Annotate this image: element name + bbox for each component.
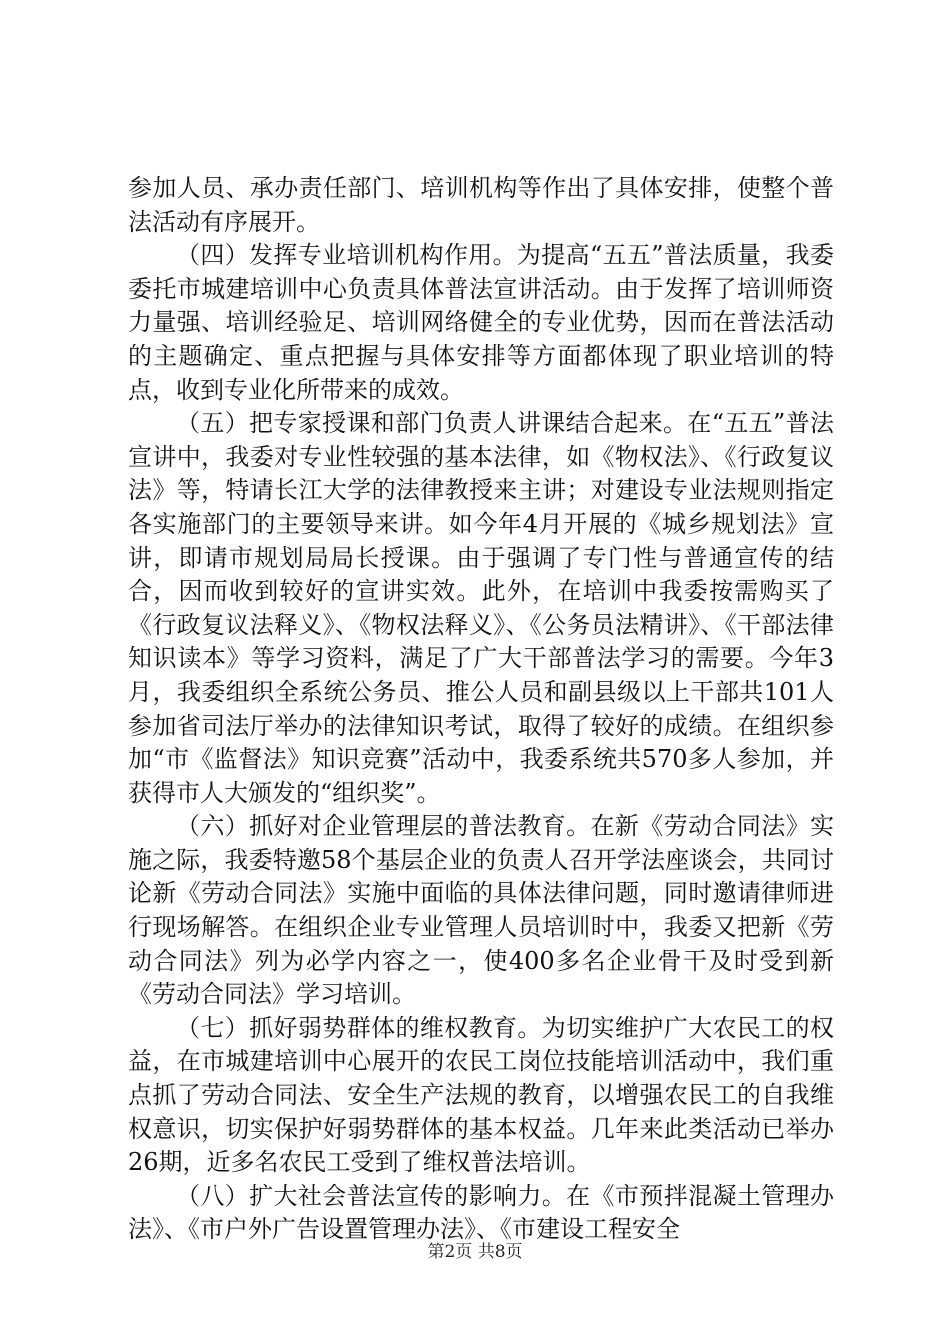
paragraph-section-4: （四）发挥专业培训机构作用。为提高“五五”普法质量，我委委托市城建培训中心负责具体普法宣讲活动。由于发挥了培训师资力量强、培训经验足、培训网络健全的专业优势，因而在普法活动的主题确定、重点把握与具体安排等方面都体现了职业培训的特点，收到专业化所带来的成效。: [128, 241, 834, 404]
document-body: [128, 172, 834, 1247]
paragraph-section-6: （六）抓好对企业管理层的普法教育。在新《劳动合同法》实施之际，我委特邀58个基层企业的负责人召开学法座谈会，共同讨论新《劳动合同法》实施中面临的具体法律问题，同时邀请律师进行现场解答。在组织企业专业管理人员培训时中，我委又把新《劳动合同法》列为必学内容之一，使400多名企业骨干及时受到新《劳动合同法》学习培训。: [128, 812, 834, 1009]
page-number-footer: 第2页 共8页: [427, 1242, 523, 1262]
paragraph-section-8: （八）扩大社会普法宣传的影响力。在《市预拌混凝土管理办法》、《市户外广告设置管理办法》、《市建设工程安全: [128, 1181, 834, 1244]
paragraph-section-5: （五）把专家授课和部门负责人讲课结合起来。在“五五”普法宣讲中，我委对专业性较强的基本法律，如《物权法》、《行政复议法》等，特请长江大学的法律教授来主讲；对建设专业法规则指定各实施部门的主要领导来讲。如今年4月开展的《城乡规划法》宣讲，即请市规划局局长授课。由于强调了专门性与普通宣传的结合，因而收到较好的宣讲实效。此外，在培训中我委按需购买了《行政复议法释义》、《物权法释义》、《公务员法精讲》、《干部法律知识读本》等学习资料，满足了广大干部普法学习的需要。今年3月，我委组织全系统公务员、推公人员和副县级以上干部共101人参加省司法厅举办的法律知识考试，取得了较好的成绩。在组织参加“市《监督法》知识竞赛”活动中，我委系统共570多人参加，并获得市人大颁发的“组织奖”。: [128, 409, 834, 807]
paragraph-continuation: 参加人员、承办责任部门、培训机构等作出了具体安排，使整个普法活动有序展开。: [128, 174, 834, 236]
paragraph-section-7: （七）抓好弱势群体的维权教育。为切实维护广大农民工的权益，在市城建培训中心展开的农民工岗位技能培训活动中，我们重点抓了劳动合同法、安全生产法规的教育，以增强农民工的自我维权意识，切实保护好弱势群体的基本权益。几年来此类活动已举办26期，近多名农民工受到了维权普法培训。: [128, 1013, 834, 1177]
